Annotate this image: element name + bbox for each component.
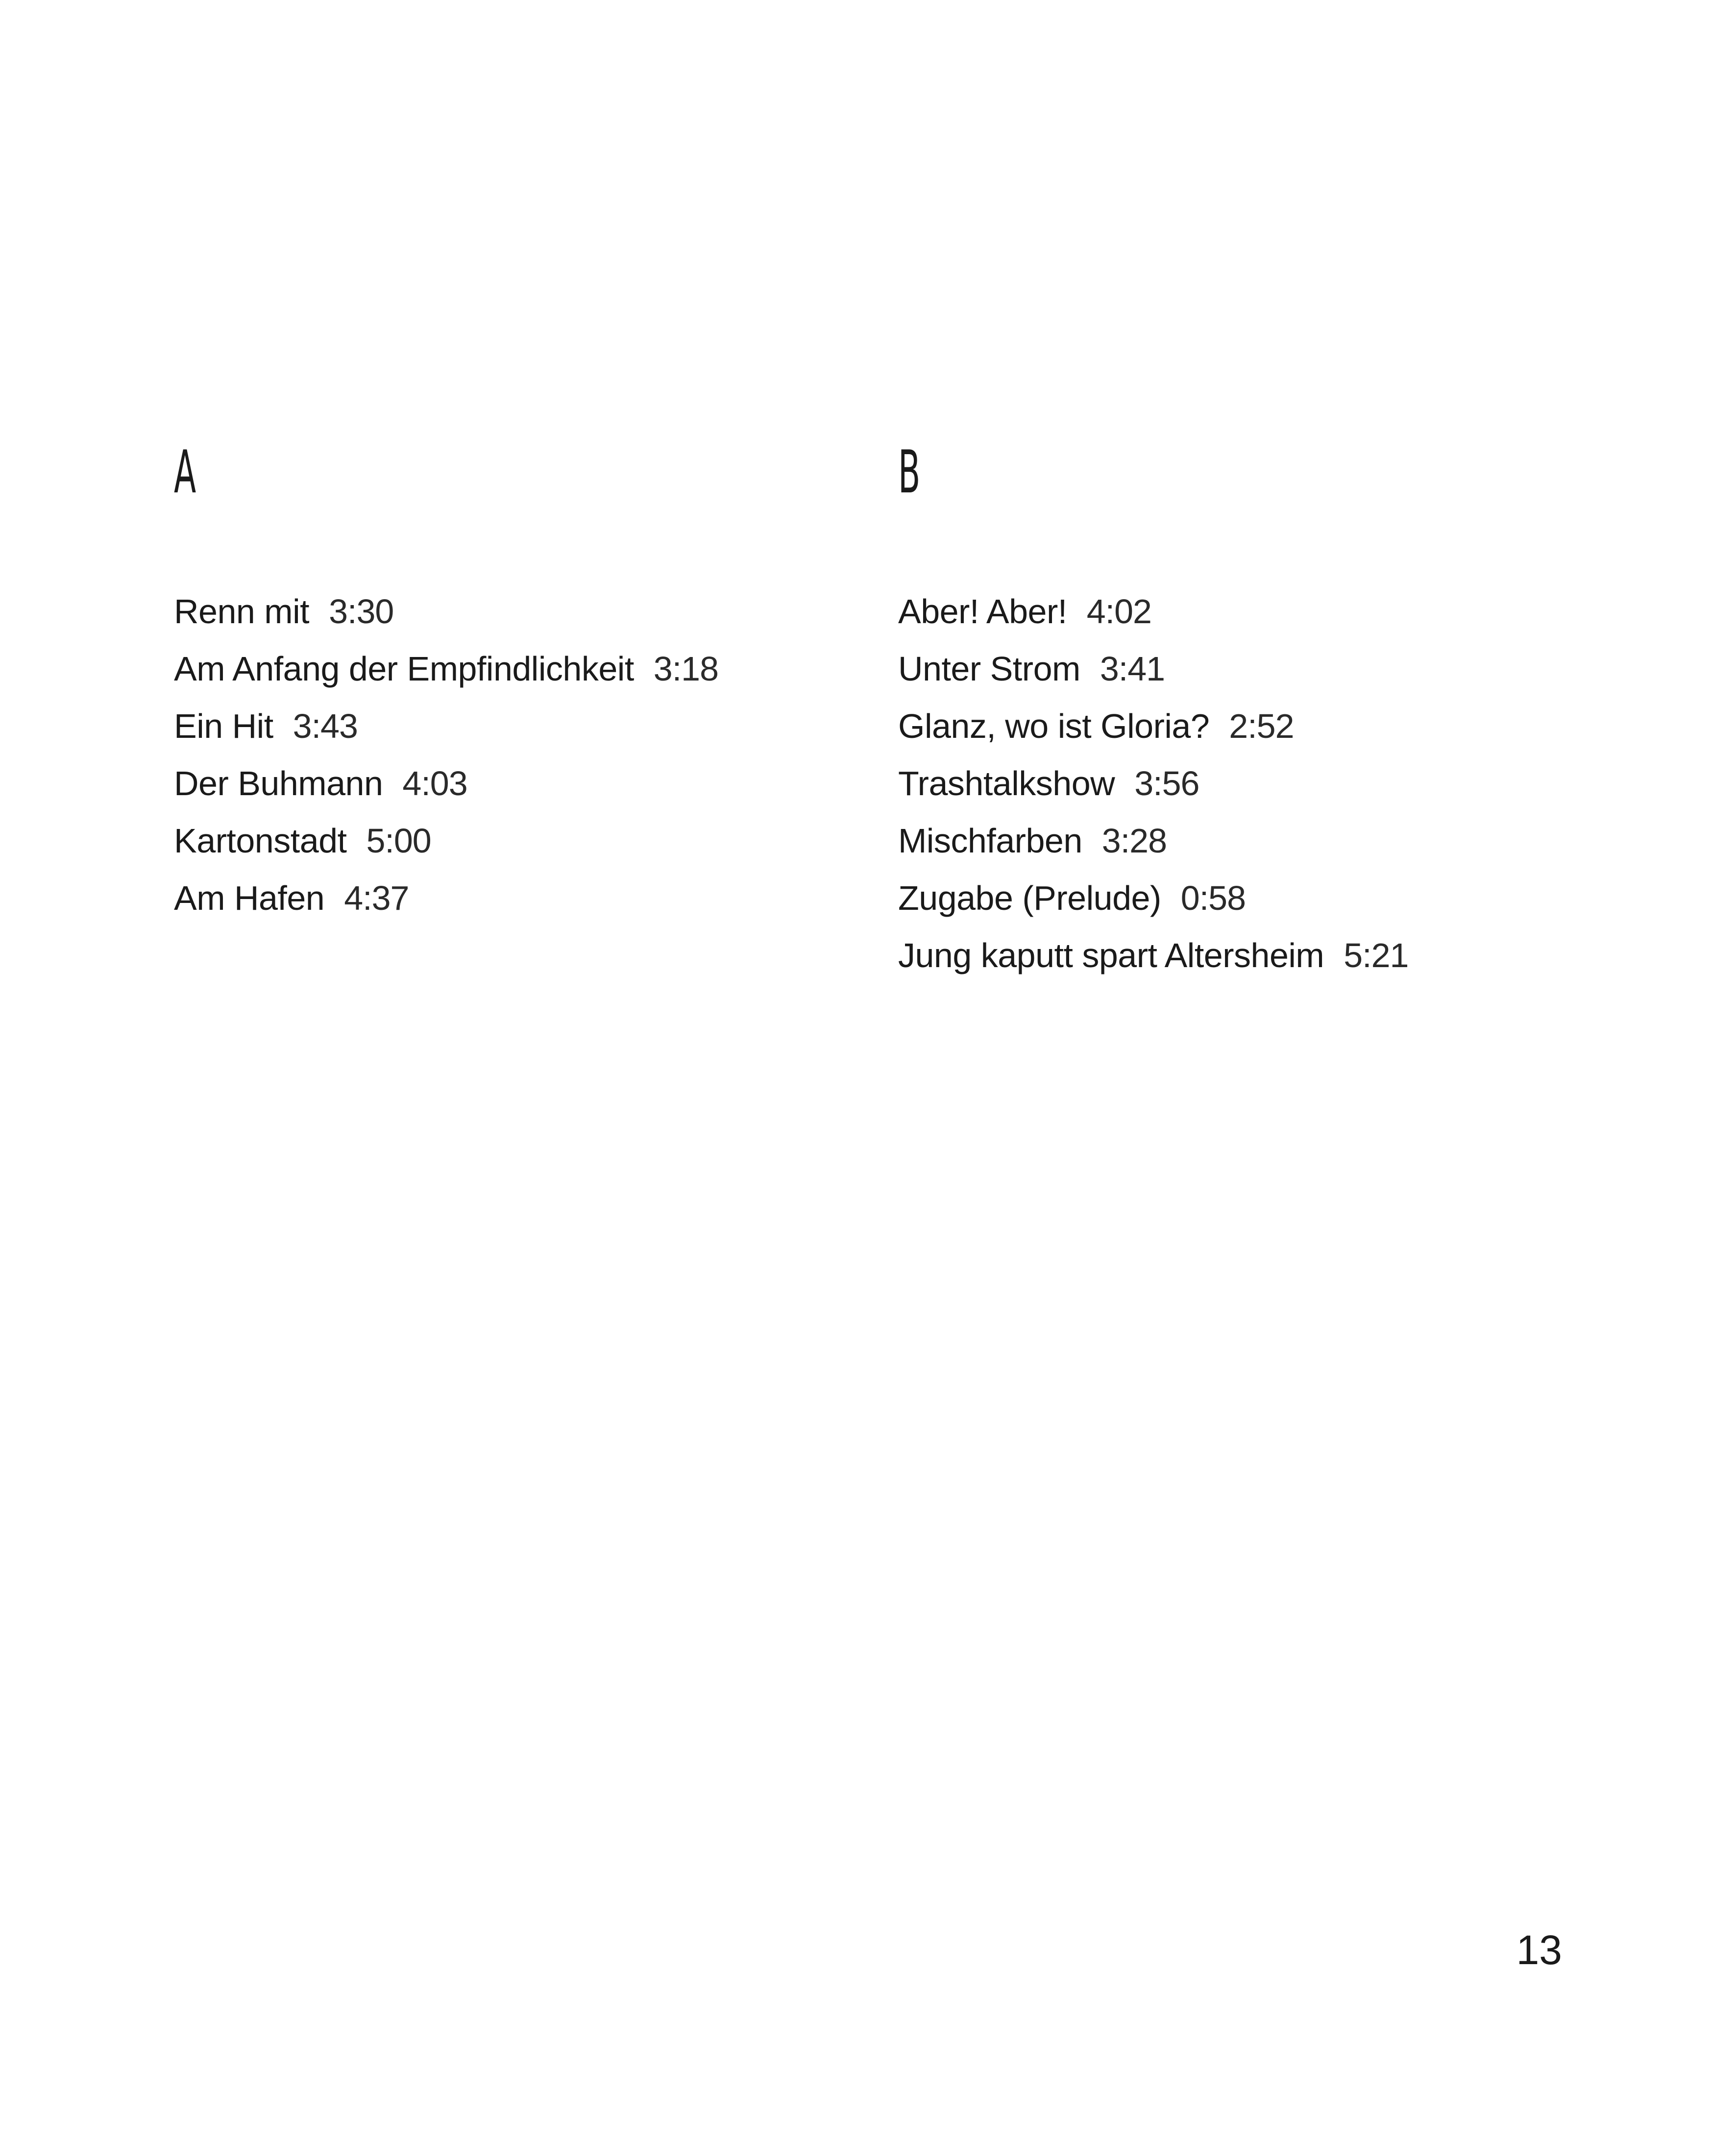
- track-duration: 3:43: [293, 707, 358, 745]
- track-title: Glanz, wo ist Gloria?: [898, 707, 1210, 745]
- track-title: Aber! Aber!: [898, 592, 1067, 631]
- side-b: [898, 436, 1584, 984]
- page-number: 13: [1516, 1927, 1562, 1973]
- side-a-tracklist: [174, 583, 860, 927]
- track-title: Unter Strom: [898, 650, 1080, 688]
- track-item: [898, 812, 1584, 870]
- side-b-heading: B: [898, 438, 921, 507]
- track-duration: 4:03: [402, 764, 467, 803]
- track-item: [898, 698, 1584, 755]
- track-title: Mischfarben: [898, 822, 1082, 860]
- track-duration: 3:28: [1101, 822, 1167, 860]
- track-item: [174, 812, 860, 870]
- track-title: Renn mit: [174, 592, 310, 631]
- track-duration: 5:00: [366, 822, 431, 860]
- track-item: [174, 698, 860, 755]
- track-title: Zugabe (Prelude): [898, 879, 1161, 917]
- track-title: Jung kaputt spart Altersheim: [898, 936, 1324, 974]
- track-item: [174, 583, 860, 640]
- track-title: Am Anfang der Empfindlichkeit: [174, 650, 634, 688]
- track-item: [898, 870, 1584, 927]
- track-item: [898, 583, 1584, 640]
- track-item: [174, 870, 860, 927]
- track-duration: 3:41: [1100, 650, 1165, 688]
- track-duration: 3:56: [1134, 764, 1199, 803]
- track-item: [898, 755, 1584, 812]
- track-item: [898, 927, 1584, 984]
- track-duration: 5:21: [1344, 936, 1409, 974]
- track-title: Der Buhmann: [174, 764, 383, 803]
- track-duration: 2:52: [1229, 707, 1294, 745]
- track-duration: 4:02: [1086, 592, 1151, 631]
- track-title: Am Hafen: [174, 879, 325, 917]
- track-item: [898, 640, 1584, 698]
- track-title: Kartonstadt: [174, 822, 347, 860]
- track-item: [174, 640, 860, 698]
- track-item: [174, 755, 860, 812]
- track-title: Ein Hit: [174, 707, 273, 745]
- track-duration: 0:58: [1180, 879, 1246, 917]
- track-duration: 3:30: [329, 592, 394, 631]
- side-a: [174, 436, 860, 927]
- track-title: Trashtalkshow: [898, 764, 1115, 803]
- side-a-heading: A: [174, 438, 196, 507]
- track-duration: 3:18: [653, 650, 719, 688]
- track-duration: 4:37: [344, 879, 409, 917]
- side-b-tracklist: [898, 583, 1584, 984]
